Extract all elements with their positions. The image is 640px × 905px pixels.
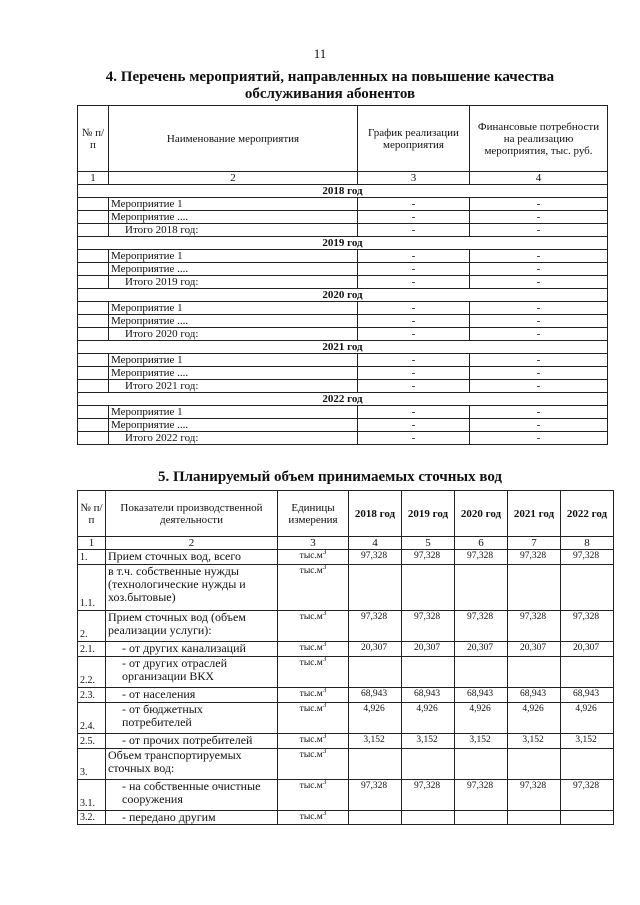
measure-finance: - xyxy=(470,250,608,263)
indicator-label: - на собственные очистные сооружения xyxy=(122,779,261,806)
year-label: 2020 год xyxy=(78,289,608,302)
value-cell: 97,328 xyxy=(455,611,508,642)
header-unit: Единицы измерения xyxy=(278,491,349,537)
value-cell: 4,926 xyxy=(455,703,508,734)
value-cell: 97,328 xyxy=(402,611,455,642)
year-label: 2019 год xyxy=(78,237,608,250)
indicator-name xyxy=(106,657,278,688)
value-cell xyxy=(455,749,508,780)
unit-label: тыс.м xyxy=(299,566,323,576)
header-year: 2022 год xyxy=(561,491,614,537)
measure-total-label: Итого 2020 год: xyxy=(109,328,358,341)
header-schedule: График реализации мероприятия xyxy=(358,106,470,172)
unit-label: тыс.м xyxy=(299,735,323,745)
indicator-label: в т.ч. собственные нужды (технологические нужды и хоз.бытовые) xyxy=(108,564,246,604)
indicator-label: - от других канализаций xyxy=(122,641,246,655)
indicator-label: - от прочих потребителей xyxy=(122,733,253,747)
unit-label: тыс.м xyxy=(299,704,323,714)
unit-label: тыс.м xyxy=(299,750,323,760)
value-cell: 97,328 xyxy=(349,550,402,565)
unit-cell xyxy=(278,565,349,611)
row-number: 1. xyxy=(78,550,106,565)
table-header-row xyxy=(78,491,614,537)
unit-cell xyxy=(278,642,349,657)
row-number: 1.1. xyxy=(78,565,106,611)
row-number: 2.3. xyxy=(78,688,106,703)
measure-finance: - xyxy=(470,419,608,432)
unit-cell xyxy=(278,657,349,688)
value-cell: 97,328 xyxy=(508,550,561,565)
row-number: 2.2. xyxy=(78,657,106,688)
value-cell xyxy=(508,811,561,825)
measure-row xyxy=(78,432,608,445)
table-row xyxy=(78,550,614,565)
measure-row xyxy=(78,419,608,432)
header-measure-name: Наименование мероприятия xyxy=(109,106,358,172)
indicator-name xyxy=(106,749,278,780)
indicator-name xyxy=(106,703,278,734)
value-cell xyxy=(561,565,614,611)
measure-row xyxy=(78,302,608,315)
value-cell: 97,328 xyxy=(561,780,614,811)
value-cell: 4,926 xyxy=(349,703,402,734)
measure-row xyxy=(78,406,608,419)
year-row xyxy=(78,289,608,302)
unit-superscript: 3 xyxy=(322,564,327,571)
row-number: 2.1. xyxy=(78,642,106,657)
indicator-name xyxy=(106,734,278,749)
indicator-name xyxy=(106,811,278,825)
header-year: 2019 год xyxy=(402,491,455,537)
value-cell: 97,328 xyxy=(508,780,561,811)
unit-cell xyxy=(278,611,349,642)
measure-num xyxy=(78,315,109,328)
value-cell: 3,152 xyxy=(508,734,561,749)
value-cell: 97,328 xyxy=(561,611,614,642)
measure-num xyxy=(78,406,109,419)
unit-label: тыс.м xyxy=(299,658,323,668)
value-cell: 4,926 xyxy=(561,703,614,734)
wastewater-volume-table xyxy=(77,490,614,825)
measure-schedule: - xyxy=(358,406,470,419)
value-cell xyxy=(561,811,614,825)
measure-finance: - xyxy=(470,224,608,237)
header-num: № п/п xyxy=(78,491,106,537)
measure-num xyxy=(78,250,109,263)
value-cell xyxy=(455,811,508,825)
measure-row xyxy=(78,263,608,276)
measure-schedule: - xyxy=(358,380,470,393)
measure-finance: - xyxy=(470,263,608,276)
measure-row xyxy=(78,250,608,263)
unit-superscript: 3 xyxy=(322,748,327,755)
unit-cell xyxy=(278,703,349,734)
header-num: № п/п xyxy=(78,106,109,172)
colnum-cell: 8 xyxy=(561,537,614,550)
value-cell xyxy=(561,657,614,688)
value-cell: 97,328 xyxy=(508,611,561,642)
unit-superscript: 3 xyxy=(322,656,327,663)
measure-total-label: Итого 2019 год: xyxy=(109,276,358,289)
row-number: 2.4. xyxy=(78,703,106,734)
indicator-label: Объем транспортируемых сточных вод: xyxy=(108,748,242,775)
colnum-cell: 1 xyxy=(78,537,106,550)
measure-finance: - xyxy=(470,276,608,289)
year-row xyxy=(78,185,608,198)
section-5-title: 5. Планируемый объем принимаемых сточных вод xyxy=(157,469,503,485)
value-cell: 4,926 xyxy=(508,703,561,734)
table-header-row xyxy=(78,106,608,172)
value-cell xyxy=(349,657,402,688)
indicator-label: - от бюджетных потребителей xyxy=(122,702,203,729)
value-cell xyxy=(455,657,508,688)
colnum-cell: 7 xyxy=(508,537,561,550)
measure-num xyxy=(78,432,109,445)
measure-num xyxy=(78,380,109,393)
table-row xyxy=(78,642,614,657)
indicator-name xyxy=(106,550,278,565)
colnum-cell: 3 xyxy=(278,537,349,550)
value-cell: 97,328 xyxy=(402,550,455,565)
unit-cell xyxy=(278,550,349,565)
value-cell: 97,328 xyxy=(349,611,402,642)
measure-row xyxy=(78,211,608,224)
measure-schedule: - xyxy=(358,328,470,341)
column-number-row xyxy=(78,172,608,185)
measure-num xyxy=(78,328,109,341)
measure-finance: - xyxy=(470,367,608,380)
measure-row xyxy=(78,367,608,380)
measure-num xyxy=(78,211,109,224)
unit-superscript: 3 xyxy=(322,810,327,817)
measure-schedule: - xyxy=(358,198,470,211)
value-cell xyxy=(349,565,402,611)
measure-name: Мероприятие 1 xyxy=(109,302,358,315)
value-cell: 68,943 xyxy=(402,688,455,703)
measure-total-label: Итого 2022 год: xyxy=(109,432,358,445)
measure-total-label: Итого 2021 год: xyxy=(109,380,358,393)
unit-label: тыс.м xyxy=(299,689,323,699)
measure-num xyxy=(78,198,109,211)
colnum-cell: 4 xyxy=(470,172,608,185)
value-cell xyxy=(349,749,402,780)
measure-schedule: - xyxy=(358,211,470,224)
measure-total-label: Итого 2018 год: xyxy=(109,224,358,237)
table-row xyxy=(78,657,614,688)
header-year: 2021 год xyxy=(508,491,561,537)
value-cell: 4,926 xyxy=(402,703,455,734)
colnum-cell: 1 xyxy=(78,172,109,185)
value-cell xyxy=(402,657,455,688)
section-4-title: 4. Перечень мероприятий, направленных на повышение качества обслуживания абонентов xyxy=(105,69,555,102)
value-cell xyxy=(508,749,561,780)
unit-label: тыс.м xyxy=(299,643,323,653)
value-cell: 20,307 xyxy=(561,642,614,657)
measure-num xyxy=(78,367,109,380)
indicator-name xyxy=(106,780,278,811)
indicator-name xyxy=(106,642,278,657)
table-row xyxy=(78,565,614,611)
measure-num xyxy=(78,224,109,237)
measure-schedule: - xyxy=(358,354,470,367)
value-cell xyxy=(508,657,561,688)
unit-cell xyxy=(278,688,349,703)
measure-finance: - xyxy=(470,211,608,224)
value-cell xyxy=(508,565,561,611)
measure-finance: - xyxy=(470,315,608,328)
measure-finance: - xyxy=(470,328,608,341)
measure-name: Мероприятие 1 xyxy=(109,198,358,211)
value-cell: 97,328 xyxy=(455,550,508,565)
row-number: 3.1. xyxy=(78,780,106,811)
table-row xyxy=(78,811,614,825)
value-cell: 97,328 xyxy=(402,780,455,811)
year-row xyxy=(78,341,608,354)
value-cell: 68,943 xyxy=(349,688,402,703)
value-cell: 97,328 xyxy=(349,780,402,811)
indicator-name xyxy=(106,688,278,703)
measure-num xyxy=(78,302,109,315)
value-cell: 68,943 xyxy=(508,688,561,703)
value-cell xyxy=(455,565,508,611)
measure-row xyxy=(78,380,608,393)
measure-num xyxy=(78,276,109,289)
header-finance: Финансовые потребности на реализацию мероприятия, тыс. руб. xyxy=(470,106,608,172)
indicator-label: Прием сточных вод (объем реализации услуги): xyxy=(108,610,246,637)
row-number: 3.2. xyxy=(78,811,106,825)
measure-num xyxy=(78,354,109,367)
unit-label: тыс.м xyxy=(299,612,323,622)
header-year: 2020 год xyxy=(455,491,508,537)
table-row xyxy=(78,780,614,811)
indicator-label: - от населения xyxy=(122,687,196,701)
year-label: 2022 год xyxy=(78,393,608,406)
measure-schedule: - xyxy=(358,250,470,263)
value-cell: 68,943 xyxy=(561,688,614,703)
value-cell: 20,307 xyxy=(508,642,561,657)
measure-schedule: - xyxy=(358,419,470,432)
colnum-cell: 2 xyxy=(109,172,358,185)
measure-schedule: - xyxy=(358,263,470,276)
measure-row xyxy=(78,198,608,211)
colnum-cell: 6 xyxy=(455,537,508,550)
column-number-row xyxy=(78,537,614,550)
measure-name: Мероприятие .... xyxy=(109,367,358,380)
measure-schedule: - xyxy=(358,367,470,380)
value-cell: 97,328 xyxy=(561,550,614,565)
value-cell: 3,152 xyxy=(349,734,402,749)
measure-finance: - xyxy=(470,406,608,419)
measure-name: Мероприятие 1 xyxy=(109,406,358,419)
value-cell: 3,152 xyxy=(402,734,455,749)
value-cell xyxy=(561,749,614,780)
year-label: 2018 год xyxy=(78,185,608,198)
header-indicator: Показатели производственной деятельности xyxy=(106,491,278,537)
measure-finance: - xyxy=(470,198,608,211)
value-cell xyxy=(402,565,455,611)
value-cell xyxy=(349,811,402,825)
measure-name: Мероприятие .... xyxy=(109,315,358,328)
measure-num xyxy=(78,263,109,276)
measure-row xyxy=(78,224,608,237)
measure-finance: - xyxy=(470,380,608,393)
table-row xyxy=(78,749,614,780)
measure-schedule: - xyxy=(358,302,470,315)
measure-name: Мероприятие .... xyxy=(109,211,358,224)
year-label: 2021 год xyxy=(78,341,608,354)
value-cell: 68,943 xyxy=(455,688,508,703)
year-row xyxy=(78,393,608,406)
measure-num xyxy=(78,419,109,432)
row-number: 2.5. xyxy=(78,734,106,749)
row-number: 3. xyxy=(78,749,106,780)
measure-row xyxy=(78,315,608,328)
measure-finance: - xyxy=(470,354,608,367)
unit-cell xyxy=(278,734,349,749)
unit-superscript: 3 xyxy=(322,687,327,694)
table-row xyxy=(78,688,614,703)
colnum-cell: 5 xyxy=(402,537,455,550)
indicator-label: - передано другим xyxy=(122,810,216,824)
indicator-name xyxy=(106,611,278,642)
measure-row xyxy=(78,354,608,367)
measure-name: Мероприятие 1 xyxy=(109,250,358,263)
unit-label: тыс.м xyxy=(299,812,323,822)
colnum-cell: 2 xyxy=(106,537,278,550)
value-cell: 3,152 xyxy=(561,734,614,749)
unit-superscript: 3 xyxy=(322,549,327,556)
measure-schedule: - xyxy=(358,276,470,289)
indicator-label: Прием сточных вод, всего xyxy=(108,549,241,563)
measure-schedule: - xyxy=(358,315,470,328)
year-row xyxy=(78,237,608,250)
value-cell: 20,307 xyxy=(455,642,508,657)
value-cell: 3,152 xyxy=(455,734,508,749)
value-cell: 20,307 xyxy=(349,642,402,657)
value-cell xyxy=(402,811,455,825)
header-year: 2018 год xyxy=(349,491,402,537)
measure-row xyxy=(78,328,608,341)
measure-name: Мероприятие .... xyxy=(109,419,358,432)
unit-label: тыс.м xyxy=(299,551,323,561)
measure-name: Мероприятие .... xyxy=(109,263,358,276)
indicator-label: - от других отраслей организации ВКХ xyxy=(122,656,227,683)
unit-superscript: 3 xyxy=(322,641,327,648)
measure-finance: - xyxy=(470,432,608,445)
value-cell: 20,307 xyxy=(402,642,455,657)
table-row xyxy=(78,703,614,734)
measure-finance: - xyxy=(470,302,608,315)
value-cell xyxy=(402,749,455,780)
indicator-name xyxy=(106,565,278,611)
unit-superscript: 3 xyxy=(322,779,327,786)
table-row xyxy=(78,734,614,749)
table-row xyxy=(78,611,614,642)
unit-label: тыс.м xyxy=(299,781,323,791)
value-cell: 97,328 xyxy=(455,780,508,811)
row-number: 2. xyxy=(78,611,106,642)
measures-table xyxy=(77,105,608,445)
unit-cell xyxy=(278,811,349,825)
measure-schedule: - xyxy=(358,224,470,237)
measure-row xyxy=(78,276,608,289)
unit-superscript: 3 xyxy=(322,610,327,617)
unit-cell xyxy=(278,780,349,811)
measure-schedule: - xyxy=(358,432,470,445)
page-number: 11 xyxy=(313,46,327,61)
measure-name: Мероприятие 1 xyxy=(109,354,358,367)
colnum-cell: 4 xyxy=(349,537,402,550)
unit-cell xyxy=(278,749,349,780)
unit-superscript: 3 xyxy=(322,702,327,709)
unit-superscript: 3 xyxy=(322,733,327,740)
colnum-cell: 3 xyxy=(358,172,470,185)
